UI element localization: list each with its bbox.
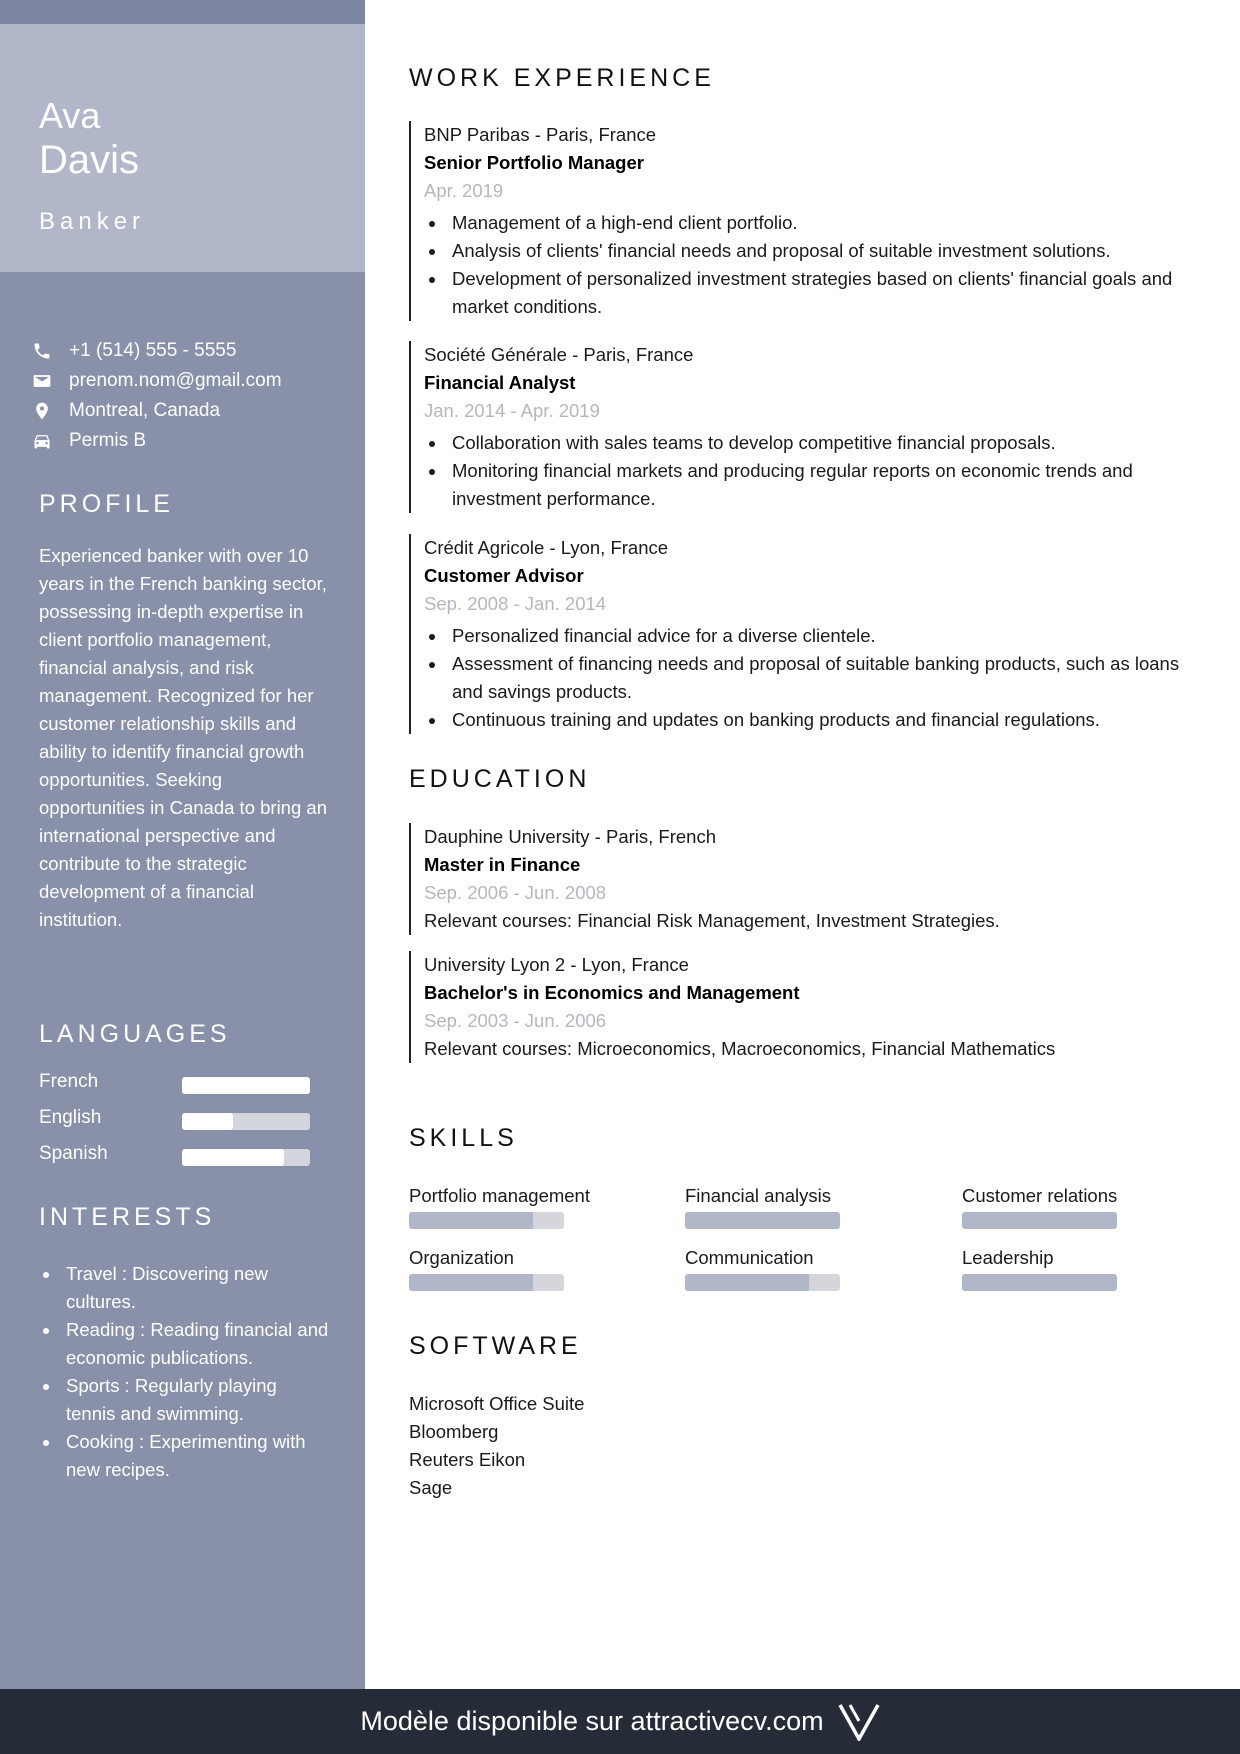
work-bullet: Assessment of financing needs and proposal of suitable banking products, such as loans and savings products. [424, 650, 1209, 706]
education-courses: Relevant courses: Financial Risk Management, Investment Strategies. [424, 910, 1000, 931]
email-icon [30, 369, 54, 393]
contact-location-text: Montreal, Canada [69, 400, 221, 421]
work-bullet: Monitoring financial markets and producing regular reports on economic trends and investment performance. [424, 457, 1209, 513]
skill-item [962, 1246, 1222, 1291]
skill-level-bar [685, 1274, 840, 1291]
education-dates: Sep. 2003 - Jun. 2006 [424, 1010, 607, 1031]
interests-list [39, 1260, 329, 1484]
interest-item: Sports : Regularly playing tennis and swimming. [39, 1372, 329, 1428]
skill-name: Organization [409, 1247, 514, 1268]
language-name: Spanish [39, 1143, 108, 1164]
language-name: French [39, 1071, 99, 1092]
work-entry [409, 534, 1209, 734]
work-bullet: Collaboration with sales teams to develop competitive financial proposals. [424, 429, 1209, 457]
work-entry [409, 121, 1209, 321]
skill-level-bar [685, 1212, 840, 1229]
first-name: Ava [39, 95, 101, 136]
education-degree: Master in Finance [424, 854, 581, 875]
interests-heading: INTERESTS [39, 1203, 216, 1231]
skills-heading: SKILLS [409, 1124, 518, 1152]
attractivecv-logo-icon [838, 1703, 880, 1741]
car-icon [30, 429, 54, 453]
software-item: Sage [409, 1477, 453, 1498]
profile-heading: PROFILE [39, 490, 174, 518]
software-item: Microsoft Office Suite [409, 1393, 585, 1414]
sidebar [0, 0, 365, 1689]
skill-level-fill [685, 1212, 840, 1229]
contact-email [30, 366, 350, 396]
work-entry [409, 341, 1209, 513]
profile-text: Experienced banker with over 10 years in the French banking sector, possessing in-depth expertise in client portfolio management, financial analysis, and risk management. Recognized for her customer relationship skills and ability to identify financial growth opportunities. Seeking opportunities in Canada to bring an international perspective and contribute to the strategic development of a financial institution. [39, 545, 327, 930]
sidebar-top-strip [0, 0, 365, 24]
interest-item: Travel : Discovering new cultures. [39, 1260, 329, 1316]
skill-item [409, 1246, 669, 1291]
language-level-bar [182, 1113, 310, 1130]
interest-item: Cooking : Experimenting with new recipes. [39, 1428, 329, 1484]
education-entry [409, 823, 1209, 935]
skill-level-fill [962, 1274, 1117, 1291]
work-org: Société Générale - Paris, France [424, 344, 694, 365]
work-experience-heading: WORK EXPERIENCE [409, 64, 715, 92]
work-dates: Jan. 2014 - Apr. 2019 [424, 400, 600, 421]
contact-location [30, 396, 350, 426]
contact-license [30, 426, 350, 456]
education-entry [409, 951, 1209, 1063]
skill-name: Customer relations [962, 1185, 1118, 1206]
software-heading: SOFTWARE [409, 1332, 582, 1360]
work-bullet: Continuous training and updates on banking products and financial regulations. [424, 706, 1209, 734]
work-org: BNP Paribas - Paris, France [424, 124, 657, 145]
languages-heading: LANGUAGES [39, 1020, 231, 1048]
last-name: Davis [39, 138, 140, 182]
footer-link[interactable]: Modèle disponible sur attractivecv.com [360, 1706, 824, 1736]
skill-level-fill [685, 1274, 809, 1291]
work-dates: Sep. 2008 - Jan. 2014 [424, 593, 607, 614]
contact-phone-text: +1 (514) 555 - 5555 [69, 340, 237, 361]
language-level-bar [182, 1077, 310, 1094]
work-bullet: Analysis of clients' financial needs and proposal of suitable investment solutions. [424, 237, 1209, 265]
skill-name: Financial analysis [685, 1185, 832, 1206]
software-list [409, 1390, 584, 1502]
education-dates: Sep. 2006 - Jun. 2008 [424, 882, 607, 903]
skill-name: Communication [685, 1247, 814, 1268]
work-role: Financial Analyst [424, 372, 576, 393]
skill-level-bar [409, 1212, 564, 1229]
language-english [39, 1107, 329, 1143]
work-role: Senior Portfolio Manager [424, 152, 644, 173]
education-school: Dauphine University - Paris, French [424, 826, 716, 847]
education-school: University Lyon 2 - Lyon, France [424, 954, 689, 975]
language-list [39, 1071, 329, 1179]
work-dates: Apr. 2019 [424, 180, 504, 201]
contact-email-text: prenom.nom@gmail.com [69, 370, 282, 391]
location-icon [30, 399, 54, 423]
skill-name: Leadership [962, 1247, 1054, 1268]
contact-phone [30, 336, 350, 366]
skill-item [685, 1184, 945, 1229]
work-bullet: Personalized financial advice for a diverse clientele. [424, 622, 1209, 650]
job-title: Banker [39, 208, 146, 235]
name-block [0, 24, 365, 272]
work-bullets [424, 622, 1209, 734]
phone-icon [30, 339, 54, 363]
work-org: Crédit Agricole - Lyon, France [424, 537, 669, 558]
skill-level-fill [962, 1212, 1117, 1229]
skill-level-bar [962, 1212, 1117, 1229]
language-name: English [39, 1107, 102, 1128]
skill-name: Portfolio management [409, 1185, 590, 1206]
language-level-fill [182, 1149, 284, 1166]
language-level-fill [182, 1077, 310, 1094]
skill-level-fill [409, 1212, 533, 1229]
skill-item [409, 1184, 669, 1229]
work-bullets [424, 209, 1209, 321]
skill-item [962, 1184, 1222, 1229]
skill-item [685, 1246, 945, 1291]
skill-level-bar [409, 1274, 564, 1291]
language-level-fill [182, 1113, 233, 1130]
skill-level-fill [409, 1274, 533, 1291]
software-item: Reuters Eikon [409, 1449, 526, 1470]
skill-level-bar [962, 1274, 1117, 1291]
contact-list [30, 336, 350, 456]
interest-item: Reading : Reading financial and economic publications. [39, 1316, 329, 1372]
contact-license-text: Permis B [69, 430, 147, 451]
work-bullet: Development of personalized investment strategies based on clients' financial goals and market conditions. [424, 265, 1209, 321]
work-bullets [424, 429, 1209, 513]
language-level-bar [182, 1149, 310, 1166]
footer-banner[interactable] [0, 1689, 1240, 1754]
language-spanish [39, 1143, 329, 1179]
language-french [39, 1071, 329, 1107]
work-bullet: Management of a high-end client portfolio. [424, 209, 1209, 237]
education-heading: EDUCATION [409, 765, 591, 793]
education-degree: Bachelor's in Economics and Management [424, 982, 800, 1003]
education-courses: Relevant courses: Microeconomics, Macroeconomics, Financial Mathematics [424, 1038, 1056, 1059]
work-role: Customer Advisor [424, 565, 584, 586]
software-item: Bloomberg [409, 1421, 499, 1442]
